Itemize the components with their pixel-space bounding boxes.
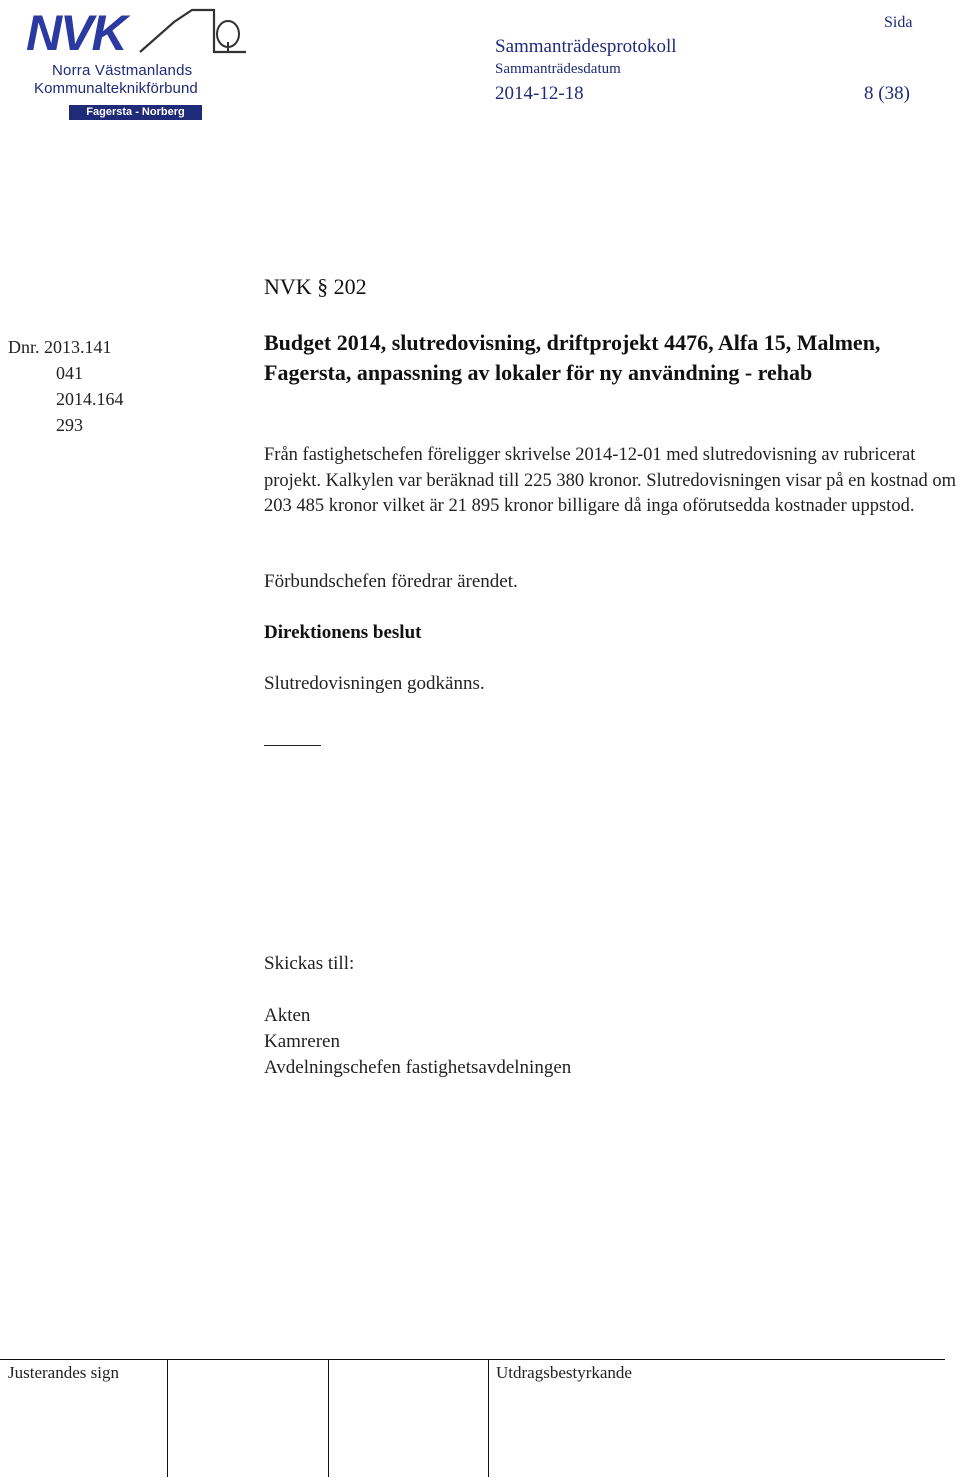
- dnr-line-1: Dnr. 2013.141: [8, 337, 112, 357]
- item-heading: Budget 2014, slutredovisning, driftprojekt 4476, Alfa 15, Malmen, Fagersta, anpassning av lokaler för ny användning - rehab: [264, 330, 881, 385]
- decision-text: Slutredovisningen godkänns.: [264, 673, 485, 694]
- dnr-line-3: 2014.164: [56, 389, 124, 409]
- recipient-akten: Akten: [264, 1005, 311, 1026]
- recipient-kamreren: Kamreren: [264, 1031, 340, 1052]
- page-label: Sida: [884, 14, 913, 31]
- logo-band: Fagersta - Norberg: [69, 105, 202, 120]
- dnr-line-2: 041: [56, 363, 83, 383]
- footer-divider-1: [167, 1359, 168, 1477]
- footer-divider-2: [328, 1359, 329, 1477]
- recipient-avdelningschefen: Avdelningschefen fastighetsavdelningen: [264, 1057, 572, 1078]
- logo-org-line2: Kommunalteknikförbund: [34, 80, 198, 97]
- document-type: Sammanträdesprotokoll: [495, 36, 677, 57]
- page-number: 8 (38): [864, 83, 910, 104]
- logo-org-line1: Norra Västmanlands: [52, 62, 193, 79]
- distribution-label: Skickas till:: [264, 953, 355, 974]
- footer-extract-label: Utdragsbestyrkande: [496, 1363, 632, 1382]
- footer-top-rule: [0, 1359, 945, 1360]
- dnr-line-4: 293: [56, 415, 83, 435]
- svg-text:NVK: NVK: [26, 5, 126, 61]
- section-number: NVK § 202: [264, 274, 367, 299]
- decision-heading: Direktionens beslut: [264, 622, 422, 643]
- meeting-date-label: Sammanträdesdatum: [495, 61, 621, 77]
- end-rule: [264, 745, 321, 746]
- footer-divider-3: [488, 1359, 489, 1477]
- body-paragraph: Från fastighetschefen föreligger skrivelse 2014-12-01 med slutredovisning av rubricerat projekt. Kalkylen var beräknad till 225 380 kronor. Slutredovisningen visar på en kostnad om 203 485 kronor vilket är 21 895 kronor billigare då inga oförutsedda kostnader uppstod.: [264, 445, 957, 516]
- footer-sign-label: Justerandes sign: [8, 1363, 119, 1382]
- logo: [24, 4, 250, 124]
- meeting-date: 2014-12-18: [495, 83, 584, 104]
- logo-graphic: [24, 4, 250, 64]
- presentation-note: Förbundschefen föredrar ärendet.: [264, 571, 518, 592]
